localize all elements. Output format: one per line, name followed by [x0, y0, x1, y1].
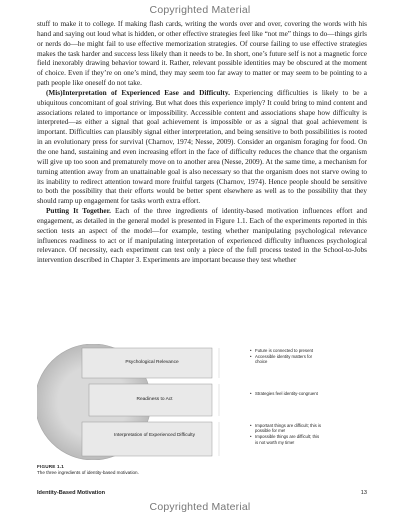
copyright-watermark-bottom: Copyrighted Material — [149, 501, 251, 513]
copyright-watermark-top: Copyrighted Material — [149, 4, 251, 16]
paragraph-3-text: Each of the three ingredients of identity-based motivation influences effort and engagement, as detailed in the general model is presented in Figure 1.1. Each of the experiments reported in this section tests an aspect of the model—for example, testing whether manipulating psychological relevance influences readiness to act or if manipulating interpretation of experienced difficulty influences psychological relevance. Of necessity, each experiment can test only a piece of the full process tested in the School-to-Jobs intervention described in Chapter 3. Experiments are important because they test whether — [37, 207, 367, 265]
panel-label-psychological-relevance: Psychological Relevance — [125, 360, 179, 365]
paragraph-1: stuff to make it to college. If making flash cards, writing the words over and over, covering the words with his hand and saying out loud what is hidden, or other effective strategies feel like “not me” things to do—things girls or nerds do—he might fail to use effective memorization strategies. Of course failing to use effective strategies makes the task harder and success less likely than it needs to be. In short, one’s future self is not a magnetic force field inexorably drawing behavior toward it. Rather, relevant possible identities may be obscured at the moment of choice. Even if they’re on one’s mind, they may seem too far away to matter or may seem to be pointing to a path people like oneself do not take. — [37, 20, 367, 88]
paragraph-2-heading: (Mis)Interpretation of Experienced Ease and Difficulty. — [46, 88, 230, 97]
bullet-item: • Important things are difficult; this is possible for me! — [250, 423, 322, 433]
page-number: 13 — [360, 490, 367, 496]
bullet-item: • Strategies feel identity-congruent — [250, 391, 322, 396]
bullet-item: • Accessible identity matters for choice — [250, 354, 322, 364]
panel-label-interpretation-of-difficulty: Interpretation of Experienced Difficulty — [114, 433, 195, 438]
figure-caption — [37, 464, 367, 476]
bullet-item: • Impossible things are difficult; this is not worth my time! — [250, 434, 322, 444]
panel-bullets-2 — [250, 391, 322, 397]
page-footer — [37, 490, 367, 496]
panel-box-3 — [82, 422, 212, 456]
panel-label-readiness-to-act: Readiness to Act — [136, 397, 173, 402]
running-title: Identity-Based Motivation — [37, 490, 106, 496]
paragraph-2 — [37, 89, 367, 207]
panel-bullets-3 — [250, 423, 322, 446]
panel-bullets-1 — [250, 348, 322, 366]
figure-caption-text: The three ingredients of identity-based motivation. — [37, 470, 139, 475]
paragraph-3 — [37, 207, 367, 266]
bullet-item: • Future is connected to present — [250, 348, 322, 353]
paragraph-3-heading: Putting It Together. — [46, 207, 111, 216]
body-text — [37, 20, 367, 266]
paragraph-2-text: Experiencing difficulties is likely to be a ubiquitous concomitant of goal striving. But what does this experience imply? It could bring to mind content and associations related to importance or impossibility. Accessible content and associations shape how difficulty is interpreted—as either a signal that goal achievement is impossible or as a signal that goal achievement is important. Difficulties can plausibly signal either interpretation, and being sensitive to both possibilities is rooted in an evolutionary press for survival (Charnov, 1974; Nesse, 2009). Consider an organism foraging for food. On the one hand, sustaining and even increasing effort in the face of difficulty reduces the chance that the organism will give up too soon and prematurely move on to another area (Nesse, 2009). At the same time, a mechanism for turning attention away from an unattainable goal is also necessary so that the organism does not starve owing to its inability to redirect attention toward more fruitful targets (Charnov, 1974). Hence people should be sensitive to both the possibility that their efforts would be better spent elsewhere as well as to the possibility that they should ramp up engagement for tasks worth extra effort. — [37, 88, 367, 206]
figure-number: FIGURE 1.1 — [37, 464, 65, 469]
figure-1-1 — [37, 344, 367, 460]
